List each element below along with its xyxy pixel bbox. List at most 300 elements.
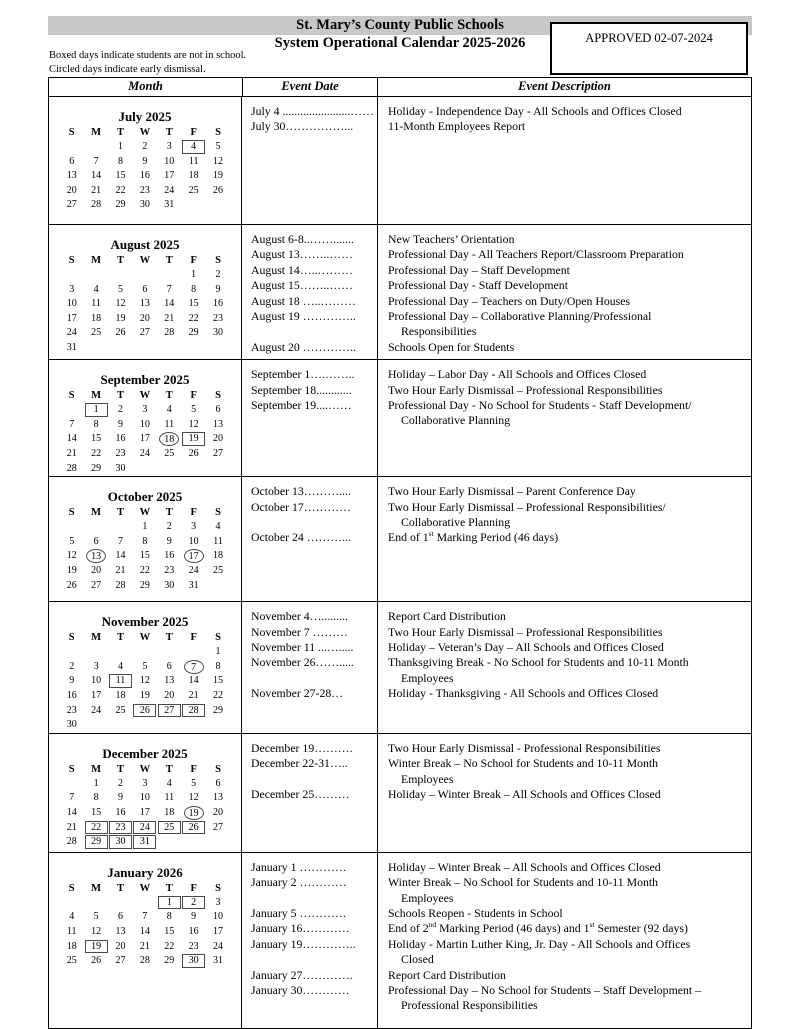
- calendar-day: 7: [69, 418, 75, 430]
- table-header-row: [49, 78, 751, 97]
- calendar-day: 12: [91, 926, 102, 937]
- event-description-line: Two Hour Early Dismissal – Parent Conference Day: [388, 484, 636, 499]
- calendar-day: 21: [188, 690, 199, 702]
- calendar-day-header: W: [139, 507, 151, 519]
- calendar-day: 17: [66, 312, 77, 324]
- calendar-day: 19: [115, 312, 126, 324]
- calendar-day: 14: [66, 807, 77, 818]
- event-description: [377, 278, 751, 293]
- calendar-day: 30: [164, 579, 175, 591]
- calendar-day: 19: [213, 170, 224, 182]
- calendar-day: 9: [215, 283, 221, 295]
- calendar-day: 16: [115, 807, 126, 818]
- calendar-day-header: S: [68, 882, 75, 894]
- event-row: [242, 983, 751, 1014]
- calendar-day: 22: [213, 690, 224, 702]
- mini-calendar: [60, 109, 231, 213]
- event-row: [242, 232, 751, 247]
- event-description: [377, 263, 751, 278]
- event-description: [377, 655, 751, 686]
- column-divider: [377, 734, 378, 852]
- calendar-day: 26: [91, 955, 102, 967]
- calendar-day-boxed: 22: [84, 821, 108, 836]
- calendar-day: 17: [91, 690, 102, 702]
- event-row: [242, 294, 751, 309]
- event-date: August 20 …………..: [251, 339, 356, 354]
- calendar-day-boxed: 24: [133, 821, 157, 836]
- calendar-day-header: S: [215, 882, 221, 894]
- calendar-day: 30: [66, 719, 77, 731]
- event-description-line: Professional Day - Staff Development: [388, 278, 568, 293]
- calendar-day: 23: [115, 448, 126, 460]
- calendar-day: 10: [139, 792, 150, 804]
- calendar-day: 13: [164, 675, 175, 687]
- calendar-day: 3: [166, 141, 172, 152]
- calendar-day: 20: [91, 565, 102, 577]
- event-row: [242, 119, 751, 134]
- calendar-day: 22: [139, 565, 150, 577]
- event-description: [377, 500, 751, 531]
- calendar-day-header: F: [190, 507, 197, 519]
- calendar-day-circled: 19: [181, 806, 205, 821]
- calendar-day-circled: 13: [84, 549, 108, 564]
- event-description-line: Holiday - Independence Day - All Schools and Offices Closed: [388, 104, 682, 118]
- calendar-day: 7: [166, 283, 172, 295]
- calendar-title: August 2025: [110, 237, 180, 252]
- document-title-line2: System Operational Calendar 2025-2026: [274, 35, 526, 51]
- calendar-day-boxed: 1: [157, 896, 181, 911]
- calendar-day: 16: [188, 926, 199, 937]
- calendar-day-header: S: [68, 507, 75, 519]
- column-divider: [377, 853, 378, 1028]
- calendar-day-header: M: [91, 632, 102, 644]
- event-row: [242, 398, 751, 429]
- calendar-day: 22: [188, 312, 199, 324]
- calendar-day-circled: 7: [181, 660, 205, 675]
- events-cell: [242, 734, 751, 852]
- calendar-title: January 2026: [107, 864, 183, 880]
- calendar-day-boxed: 27: [157, 704, 181, 719]
- calendar-day-header: T: [116, 632, 124, 644]
- calendar-day: 21: [91, 184, 102, 196]
- calendar-day: 1: [142, 521, 148, 533]
- calendar-day: 28: [66, 462, 77, 474]
- calendar-day: 9: [142, 155, 148, 167]
- event-description-line: Schools Open for Students: [388, 339, 515, 354]
- calendar-day: 29: [164, 955, 175, 967]
- calendar-day-header: M: [91, 763, 102, 775]
- event-date: October 13………....: [251, 484, 351, 499]
- event-description: [377, 906, 751, 921]
- event-row: [242, 937, 751, 968]
- calendar-day: 8: [215, 660, 221, 672]
- calendar-day-boxed: 23: [108, 821, 132, 836]
- event-description: [377, 686, 751, 701]
- event-date: January 16…………: [251, 921, 350, 936]
- mini-calendar: [60, 865, 231, 969]
- calendar-day-header: S: [68, 255, 75, 266]
- calendar-day-boxed: 26: [133, 704, 157, 719]
- event-description-line: Two Hour Early Dismissal – Professional Responsibilities: [388, 382, 663, 397]
- calendar-day: 26: [66, 579, 77, 591]
- month-cell: [49, 360, 242, 476]
- calendar-day: 26: [213, 184, 224, 196]
- events-cell: [242, 225, 751, 359]
- month-cell: [49, 853, 242, 1028]
- calendar-day: 15: [91, 807, 102, 818]
- event-row: [242, 655, 751, 686]
- event-row: [242, 625, 751, 640]
- calendar-day-header: T: [116, 763, 124, 775]
- calendar-day: 16: [115, 433, 126, 445]
- event-row: [242, 104, 751, 119]
- calendar-day: 5: [191, 404, 197, 416]
- event-row: [242, 309, 751, 340]
- calendar-day: 21: [66, 448, 77, 460]
- calendar-day: 2: [215, 269, 221, 280]
- calendar-empty-cell: [84, 645, 108, 660]
- event-description-line: End of 2nd Marking Period (46 days) and 1st Semester (92 days): [388, 920, 688, 936]
- calendar-day: 15: [115, 170, 126, 182]
- event-row: [242, 640, 751, 655]
- calendar-day: 4: [117, 660, 123, 672]
- calendar-day: 31: [66, 341, 77, 353]
- calendar-day: 3: [93, 660, 99, 672]
- calendar-day-boxed: 1: [84, 403, 108, 418]
- calendar-day: 19: [66, 565, 77, 577]
- calendar-day: 3: [142, 777, 148, 789]
- calendar-day: 6: [166, 660, 172, 672]
- calendar-day: 24: [139, 448, 150, 460]
- calendar-day: 20: [115, 940, 126, 952]
- calendar-day: 24: [91, 704, 102, 716]
- event-description-line: Two Hour Early Dismissal – Professional Responsibilities: [388, 624, 663, 639]
- month-cell: [49, 477, 242, 601]
- calendar-day: 24: [213, 940, 224, 952]
- calendar-day-header: F: [190, 632, 197, 644]
- calendar-day-header: W: [139, 763, 151, 775]
- calendar-day: 6: [117, 911, 123, 923]
- calendar-day: 13: [213, 792, 224, 804]
- event-date: August 14…..………: [251, 262, 353, 277]
- event-row: [242, 530, 751, 545]
- calendar-day: 16: [213, 298, 224, 310]
- calendar-day-header: S: [215, 255, 221, 266]
- calendar-day: 10: [164, 155, 175, 167]
- event-row: [242, 263, 751, 278]
- calendar-day: 20: [164, 690, 175, 702]
- event-row: [242, 860, 751, 875]
- event-description: [377, 860, 751, 875]
- event-description-line: Professional Day - All Teachers Report/Classroom Preparation: [388, 247, 684, 262]
- calendar-empty-cell: [60, 645, 84, 660]
- event-date: January 5 …………: [251, 906, 347, 921]
- calendar-day: 28: [164, 327, 175, 339]
- calendar-day: 20: [66, 184, 77, 196]
- column-header-month: Month: [128, 79, 163, 93]
- event-date: January 2 …………: [251, 875, 347, 890]
- calendar-day-boxed: 26: [181, 821, 205, 836]
- calendar-day: 2: [166, 521, 172, 533]
- calendar-day: 11: [213, 535, 223, 547]
- calendar-day: 7: [142, 911, 148, 923]
- calendar-day-header: M: [91, 882, 102, 894]
- calendar-empty-cell: [133, 645, 157, 660]
- event-row: [242, 609, 751, 624]
- event-row: [242, 906, 751, 921]
- calendar-day: 20: [213, 433, 224, 445]
- calendar-day-header: F: [190, 882, 197, 894]
- calendar-empty-cell: [133, 268, 157, 283]
- calendar-day: 15: [164, 926, 175, 937]
- calendar-day: 18: [213, 550, 224, 562]
- event-description-continued: Closed: [401, 952, 434, 967]
- calendar-day: 31: [164, 199, 175, 211]
- calendar-day: 3: [215, 896, 221, 908]
- calendar-day: 5: [93, 911, 99, 923]
- calendar-day: 7: [93, 155, 99, 167]
- document-title-line1: St. Mary’s County Public Schools: [296, 17, 504, 33]
- calendar-day: 30: [115, 462, 126, 474]
- event-row: [242, 875, 751, 906]
- event-description-line: Professional Day – No School for Students – Staff Development –: [388, 983, 702, 998]
- event-date: August 13……..……: [251, 247, 353, 262]
- note-circled-days: Circled days indicate early dismissal.: [49, 63, 206, 75]
- calendar-empty-cell: [84, 268, 108, 283]
- calendar-day: 11: [164, 418, 175, 430]
- calendar-day: 18: [164, 807, 175, 818]
- calendar-grid: [60, 631, 231, 733]
- calendar-day: 24: [66, 327, 77, 339]
- calendar-day: 5: [142, 660, 148, 672]
- event-description-continued: Employees: [401, 771, 454, 786]
- calendar-day: 24: [188, 565, 199, 577]
- calendar-day-header: S: [68, 763, 75, 775]
- calendar-day: 11: [188, 155, 199, 167]
- calendar-day: 14: [66, 433, 77, 445]
- calendar-day-header: S: [215, 632, 221, 644]
- calendar-empty-cell: [84, 140, 108, 155]
- calendar-day: 26: [115, 327, 126, 339]
- calendar-day-header: T: [165, 882, 173, 894]
- calendar-day: 29: [213, 704, 224, 716]
- calendar-day: 30: [213, 327, 224, 339]
- calendar-day: 1: [191, 269, 197, 280]
- event-date: November 26…….....: [251, 655, 354, 670]
- calendar-title: October 2025: [107, 489, 183, 505]
- event-description: [377, 640, 751, 655]
- approved-text: APPROVED 02-07-2024: [585, 31, 713, 45]
- calendar-grid: [60, 763, 231, 850]
- calendar-day-boxed: 2: [181, 896, 205, 911]
- calendar-day: 13: [213, 418, 224, 430]
- event-description: [377, 787, 751, 802]
- calendar-day: 29: [91, 462, 102, 474]
- calendar-day: 13: [115, 926, 126, 937]
- event-description: [377, 398, 751, 429]
- calendar-day: 13: [66, 170, 77, 182]
- calendar-day-circled: 18: [157, 432, 181, 447]
- month-cell: [49, 602, 242, 733]
- calendar-day: 21: [115, 565, 126, 577]
- calendar-grid: [60, 389, 231, 476]
- calendar-day: 14: [188, 675, 199, 687]
- column-divider: [377, 225, 378, 359]
- calendar-day: 25: [164, 448, 175, 460]
- event-date: October 24 ………...: [251, 530, 351, 545]
- event-description-continued: Employees: [401, 890, 454, 905]
- calendar-day-boxed: 19: [181, 432, 205, 447]
- calendar-day: 12: [188, 792, 199, 804]
- calendar-day: 28: [66, 836, 77, 848]
- calendar-day-boxed: 19: [84, 940, 108, 955]
- calendar-day: 15: [188, 298, 199, 310]
- calendar-day-header: S: [215, 507, 221, 519]
- calendar-day: 18: [91, 312, 102, 324]
- calendar-day-header: F: [190, 390, 197, 402]
- event-row: [242, 340, 751, 355]
- calendar-day-header: F: [190, 763, 197, 775]
- calendar-day: 6: [215, 777, 221, 789]
- calendar-empty-cell: [60, 403, 84, 418]
- calendar-day: 23: [139, 184, 150, 196]
- calendar-day: 19: [139, 690, 150, 702]
- calendar-day-boxed: 29: [84, 835, 108, 850]
- calendar-day: 2: [117, 404, 123, 416]
- event-description-line: Professional Day – Staff Development: [388, 262, 570, 277]
- calendar-day: 10: [66, 298, 77, 310]
- event-description-line: Professional Day - No School for Students - Staff Development/: [388, 398, 692, 413]
- event-description-line: New Teachers’ Orientation: [388, 232, 515, 246]
- calendar-empty-cell: [60, 896, 84, 911]
- event-description: [377, 484, 751, 499]
- calendar-day: 6: [142, 283, 148, 295]
- events-cell: [242, 477, 751, 601]
- calendar-empty-cell: [108, 268, 132, 283]
- event-date: October 17…………: [251, 499, 351, 514]
- calendar-day: 27: [213, 448, 224, 460]
- events-cell: [242, 602, 751, 733]
- mini-calendar: [60, 614, 231, 733]
- calendar-day: 5: [191, 777, 197, 789]
- calendar-title: July 2025: [118, 109, 172, 124]
- event-date: November 7 ………: [251, 624, 348, 639]
- calendar-day: 4: [166, 404, 172, 416]
- calendar-day: 9: [117, 792, 123, 804]
- event-description: [377, 983, 751, 1014]
- calendar-table: [48, 77, 752, 1029]
- calendar-day: 8: [142, 535, 148, 547]
- event-description: [377, 741, 751, 756]
- calendar-grid: [60, 126, 231, 213]
- calendar-day-header: W: [139, 390, 151, 402]
- month-row-december-2025: [49, 733, 751, 852]
- calendar-day-header: T: [165, 632, 173, 644]
- event-description: [377, 119, 751, 134]
- calendar-day-header: T: [165, 390, 173, 402]
- column-divider: [377, 97, 378, 224]
- event-description: [377, 756, 751, 787]
- calendar-grid: [60, 506, 231, 593]
- event-description: [377, 104, 751, 119]
- event-description: [377, 294, 751, 309]
- mini-calendar: [60, 746, 231, 850]
- event-description-line: Winter Break – No School for Students and 10-11 Month: [388, 875, 659, 890]
- event-row: [242, 383, 751, 398]
- calendar-day: 14: [115, 550, 126, 562]
- calendar-empty-cell: [60, 777, 84, 792]
- event-row: [242, 787, 751, 802]
- event-date: August 6-8..…….......: [251, 232, 354, 246]
- mini-calendar: [60, 237, 231, 356]
- calendar-day: 22: [91, 448, 102, 460]
- column-divider: [377, 602, 378, 733]
- event-description-continued: Professional Responsibilities: [401, 998, 538, 1013]
- event-row: [242, 968, 751, 983]
- calendar-day-header: S: [68, 632, 75, 644]
- event-description: [377, 625, 751, 640]
- calendar-day: 29: [115, 199, 126, 211]
- event-description: [377, 232, 751, 247]
- calendar-day: 27: [139, 327, 150, 339]
- event-description-continued: Employees: [401, 670, 454, 685]
- event-description-line: Report Card Distribution: [388, 967, 506, 982]
- calendar-empty-cell: [157, 268, 181, 283]
- event-description: [377, 383, 751, 398]
- event-description-line: Holiday - Thanksgiving - All Schools and Offices Closed: [388, 686, 659, 701]
- mini-calendar: [60, 489, 231, 593]
- calendar-day: 16: [164, 550, 175, 562]
- calendar-day-header: T: [116, 390, 124, 402]
- calendar-day: 21: [164, 312, 175, 324]
- event-description: [377, 309, 751, 340]
- calendar-day-boxed: 4: [181, 140, 205, 155]
- event-description: [377, 937, 751, 968]
- legend-notes: [49, 49, 246, 76]
- calendar-day-header: S: [215, 390, 221, 402]
- calendar-day-header: T: [165, 127, 173, 138]
- calendar-day: 8: [93, 792, 99, 804]
- calendar-day: 14: [164, 298, 175, 310]
- calendar-day: 17: [213, 926, 224, 937]
- calendar-day: 12: [66, 550, 77, 562]
- calendar-day: 4: [166, 777, 172, 789]
- event-date: August 18 …..………: [251, 293, 356, 308]
- calendar-day: 12: [188, 418, 199, 430]
- month-cell: [49, 97, 242, 224]
- calendar-empty-cell: [108, 896, 132, 911]
- calendar-day: 25: [213, 565, 224, 577]
- event-row: [242, 921, 751, 936]
- calendar-day-header: T: [116, 255, 124, 266]
- calendar-day: 16: [139, 170, 150, 182]
- calendar-empty-cell: [60, 520, 84, 535]
- event-description: [377, 875, 751, 906]
- calendar-day: 28: [115, 579, 126, 591]
- events-cell: [242, 853, 751, 1028]
- event-description-line: Holiday – Winter Break – All Schools and Offices Closed: [388, 787, 661, 802]
- calendar-day: 9: [191, 911, 197, 923]
- event-row: [242, 756, 751, 787]
- event-description-line: Holiday – Labor Day - All Schools and Offices Closed: [388, 367, 647, 382]
- column-header-event-description: Event Description: [377, 78, 751, 96]
- calendar-day: 5: [117, 283, 123, 295]
- calendar-day: 25: [91, 327, 102, 339]
- calendar-day: 4: [93, 283, 99, 295]
- event-date: September 1….……..: [251, 367, 355, 382]
- event-row: [242, 484, 751, 499]
- event-description-line: Holiday – Winter Break – All Schools and Offices Closed: [388, 859, 661, 874]
